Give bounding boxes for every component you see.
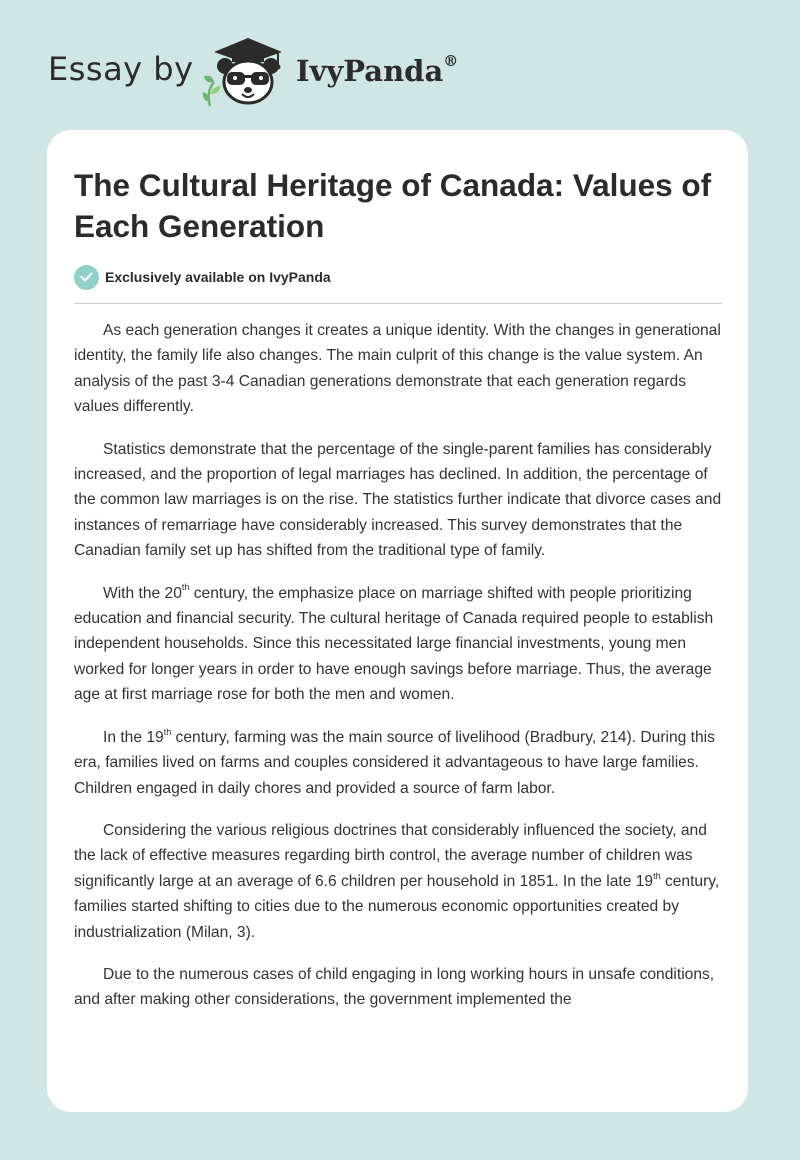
paragraph-3 <box>74 581 722 708</box>
paragraph-2: Statistics demonstrate that the percentage of the single-parent families has considerably increased, and the proportion of legal marriages has declined. In addition, the percentage of the common law marriages is on the rise. The statistics further indicate that divorce cases and instances of remarriage have considerably increased. This survey demonstrates that the Canadian family set up has shifted from the traditional type of family. <box>74 440 722 560</box>
check-circle-icon <box>74 265 99 290</box>
site-header <box>48 32 548 112</box>
paragraph-5-text-end: century, families started shifting to cities due to the numerous economic opportunities created by industrialization (Milan, 3). <box>74 872 720 941</box>
brand-name-text: IvyPanda <box>296 54 444 88</box>
paragraph-6: Due to the numerous cases of child engaging in long working hours in unsafe conditions, and after making other considerations, the government implemented the <box>74 965 715 1009</box>
essay-card <box>47 130 748 1112</box>
paragraph-4-text-end: century, farming was the main source of livelihood (Bradbury, 214). During this era, families lived on farms and couples considered it advantageous to have large families. Children engaged in daily chores and provided a source of farm labor. <box>74 728 715 797</box>
paragraph-5-text-start: Considering the various religious doctrines that considerably influenced the society, and the lack of effective measures regarding birth control, the average number of children was significantly large at an average of 6.6 children per household in 1851. In the late 19 <box>74 821 707 890</box>
paragraph-4 <box>74 725 722 801</box>
registered-mark: ® <box>443 52 459 70</box>
paragraph-1: As each generation changes it creates a unique identity. With the changes in generational identity, the family life also changes. The main culprit of this change is the value system. An analysis of the past 3-4 Canadian generations demonstrate that each generation regards values differently. <box>74 322 721 416</box>
exclusive-badge-text: Exclusively available on IvyPanda <box>105 269 331 285</box>
paragraph-4-text-start: In the 19 <box>103 728 164 746</box>
panda-logo-icon[interactable] <box>202 36 288 108</box>
paragraph-5 <box>74 818 722 945</box>
ordinal-suffix: th <box>181 582 190 593</box>
essay-by-label: Essay by <box>48 50 194 88</box>
essay-title: The Cultural Heritage of Canada: Values of Each Generation <box>74 167 712 244</box>
paragraph-3-text-start: With the 20 <box>103 584 182 602</box>
essay-body <box>74 318 722 1030</box>
ordinal-suffix: th <box>653 870 661 881</box>
exclusive-badge <box>74 264 331 290</box>
paragraph-3-text-end: century, the emphasize place on marriage shifted with people prioritizing education and financial security. The cultural heritage of Canada required people to establish independent households. Since this necessitated large financial investments, young men worked for longer years in order to have enough savings before marriage. Thus, the average age at first marriage rose for both the men and women. <box>74 584 714 704</box>
brand-name[interactable] <box>296 54 458 88</box>
title-divider <box>74 303 722 304</box>
ordinal-suffix: th <box>163 726 172 737</box>
